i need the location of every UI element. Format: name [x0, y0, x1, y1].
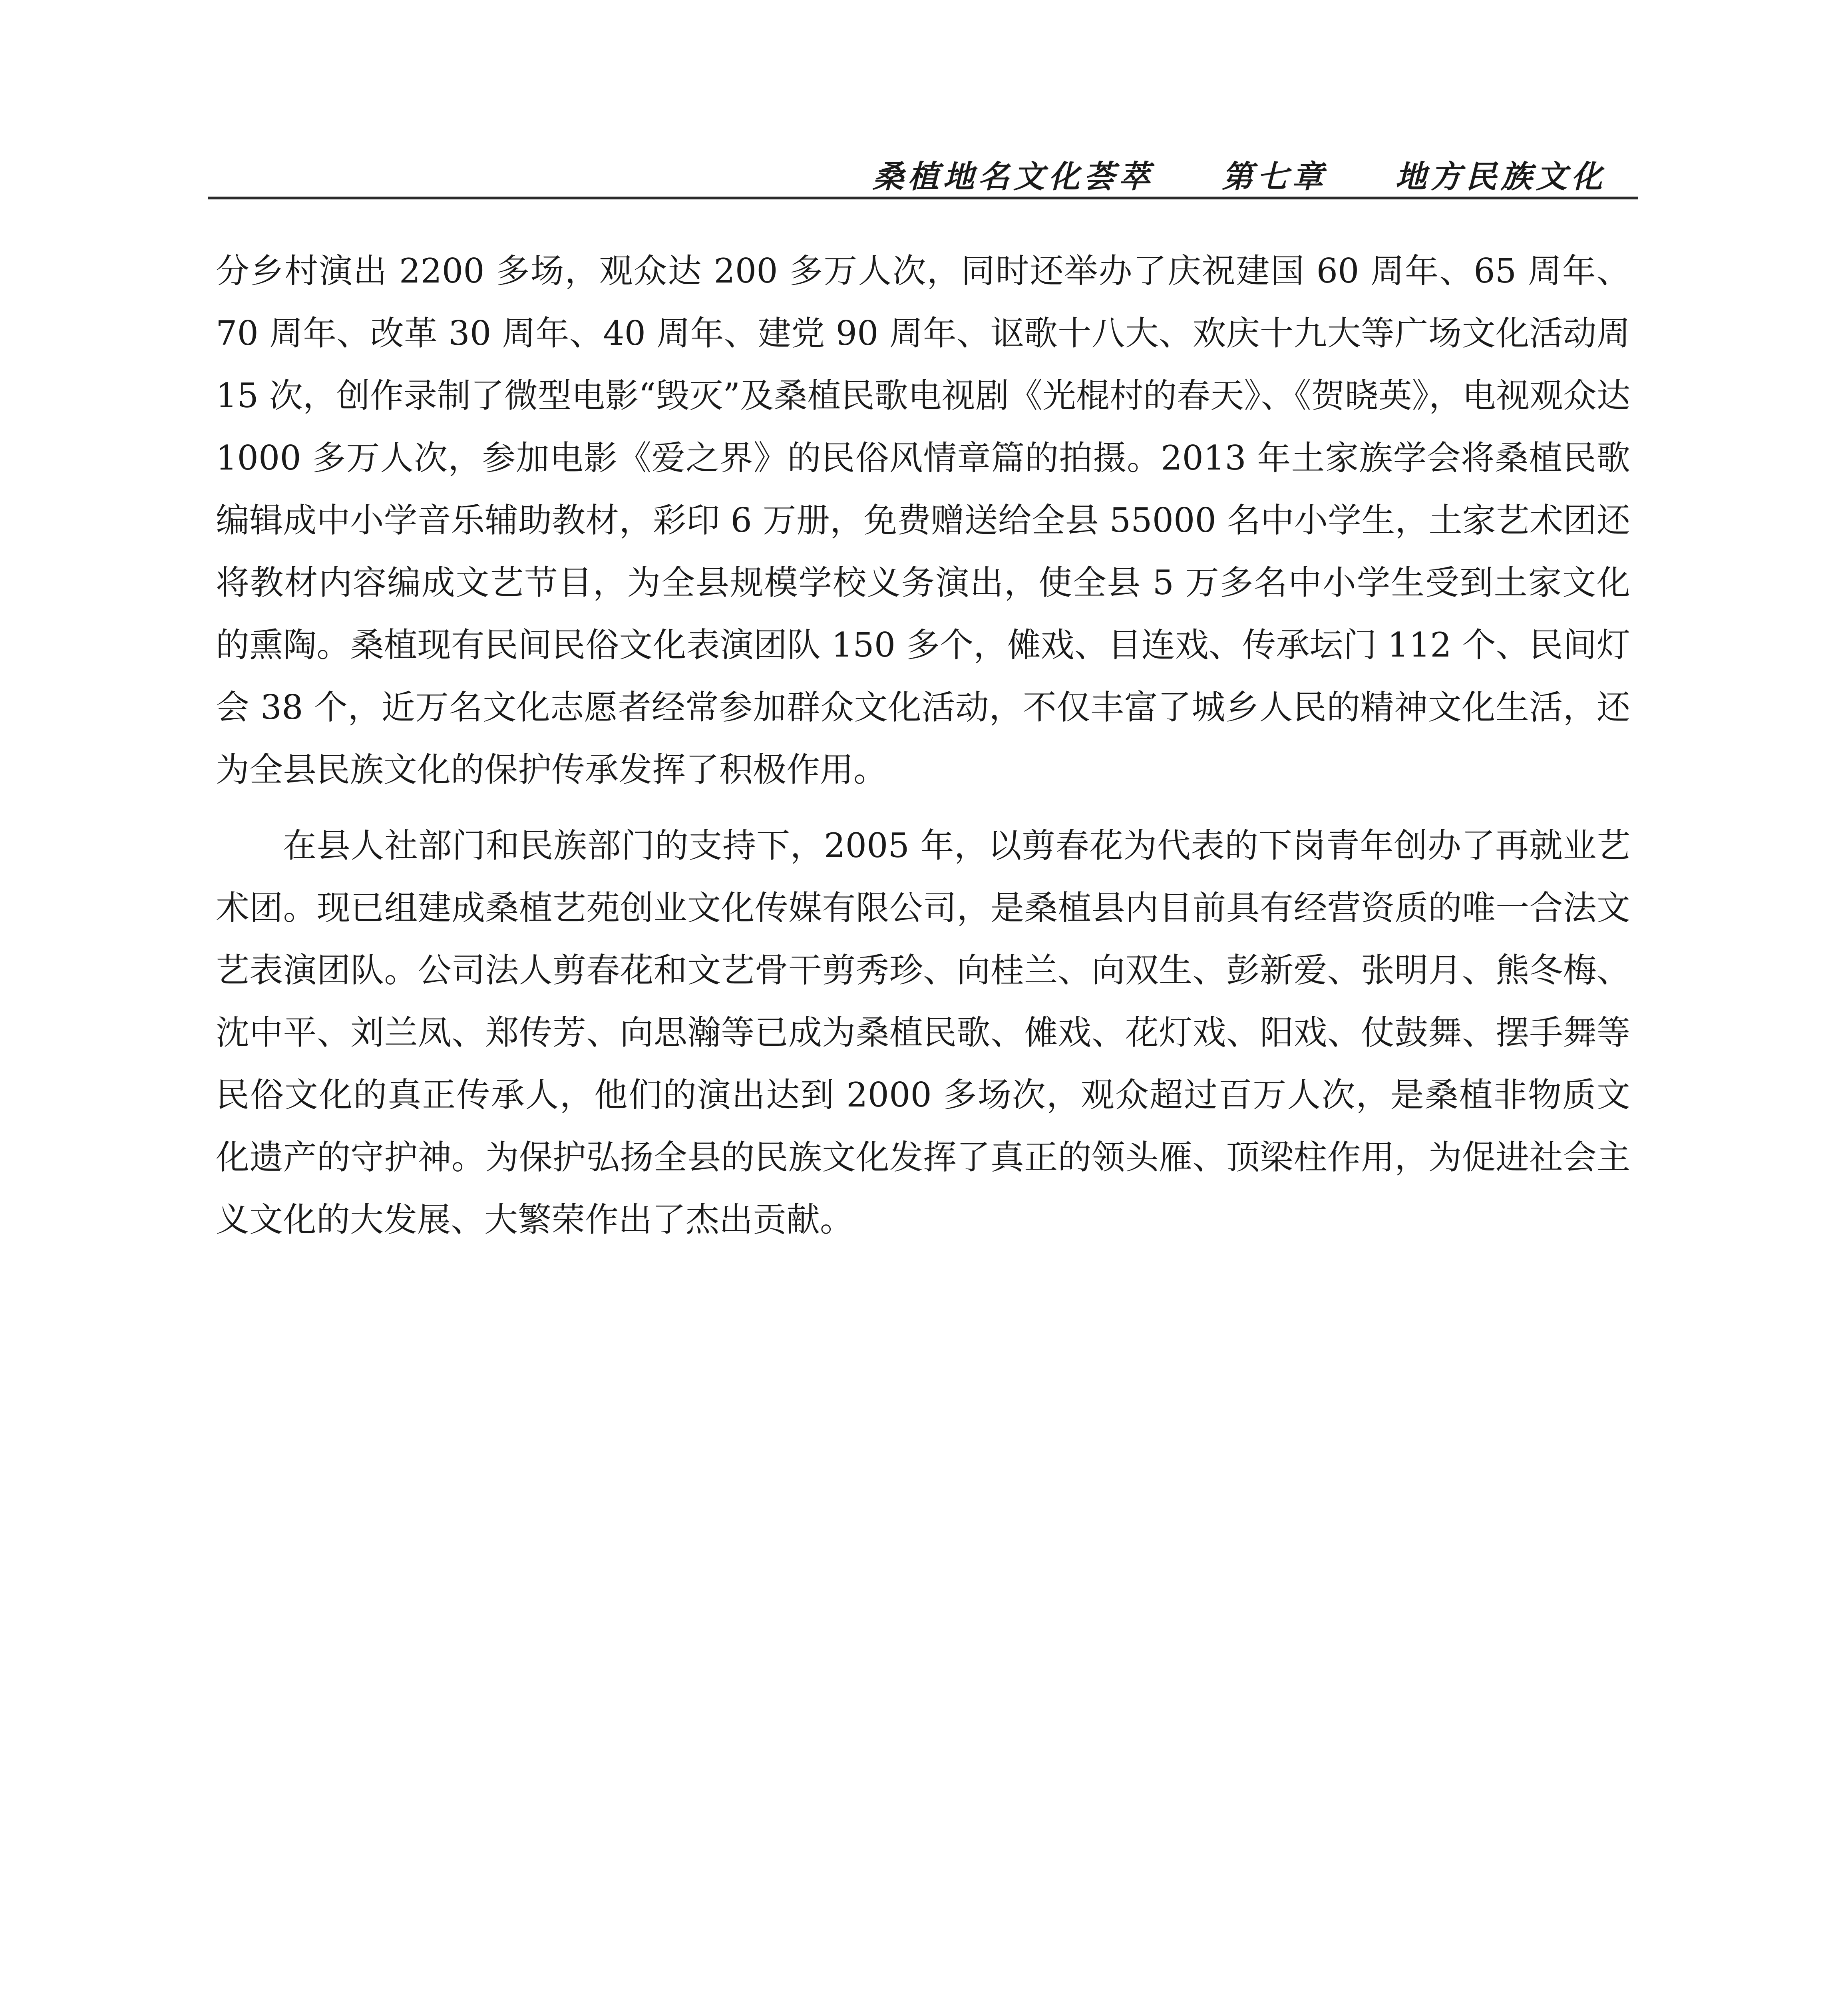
book-title: 桑植地名文化荟萃	[872, 159, 1154, 195]
paragraph-continuation: 分乡村演出 2200 多场，观众达 200 多万人次，同时还举办了庆祝建国 60 周年、65 周年、70 周年、改革 30 周年、40 周年、建党 90 周年、讴歌十八大、欢庆十九大等广场文化活动周 15 次，创作录制了微型电影“毁灭”及桑植民歌电视剧《光棍村的春天》、《贺晓英》，电视观众达 1000 多万人次，参加电影《爱之界》的民俗风情章篇的拍摄。2013 年土家族学会将桑植民歌编辑成中小学音乐辅助教材，彩印 6 万册，免费赠送给全县 55000 名中小学生，土家艺术团还将教材内容编成文艺节目，为全县规模学校义务演出，使全县 5 万多名中小学生受到土家文化的熏陶。桑植现有民间民俗文化表演团队 150 多个，傩戏、目连戏、传承坛门 112 个、民间灯会 38 个，近万名文化志愿者经常参加群众文化活动，不仅丰富了城乡人民的精神文化生活，还为全县民族文化的保护传承发挥了积极作用。	[216, 251, 1630, 789]
paragraph: 在县人社部门和民族部门的支持下，2005 年，以剪春花为代表的下岗青年创办了再就业艺术团。现已组建成桑植艺苑创业文化传媒有限公司，是桑植县内目前具有经营资质的唯一合法文艺表演团队。公司法人剪春花和文艺骨干剪秀珍、向桂兰、向双生、彭新爱、张明月、熊冬梅、沈中平、刘兰凤、郑传芳、向思瀚等已成为桑植民歌、傩戏、花灯戏、阳戏、仗鼓舞、摆手舞等民俗文化的真正传承人，他们的演出达到 2000 多场次，观众超过百万人次，是桑植非物质文化遗产的守护神。为保护弘扬全县的民族文化发挥了真正的领头雁、顶梁柱作用，为促进社会主义文化的大发展、大繁荣作出了杰出贡献。	[216, 826, 1630, 1239]
chapter-number: 第七章	[1221, 159, 1327, 195]
running-header	[208, 144, 1638, 200]
header-rule	[208, 197, 1638, 199]
running-header-text	[873, 152, 1606, 197]
body-text	[216, 240, 1630, 1264]
chapter-title: 地方民族文化	[1395, 159, 1606, 195]
